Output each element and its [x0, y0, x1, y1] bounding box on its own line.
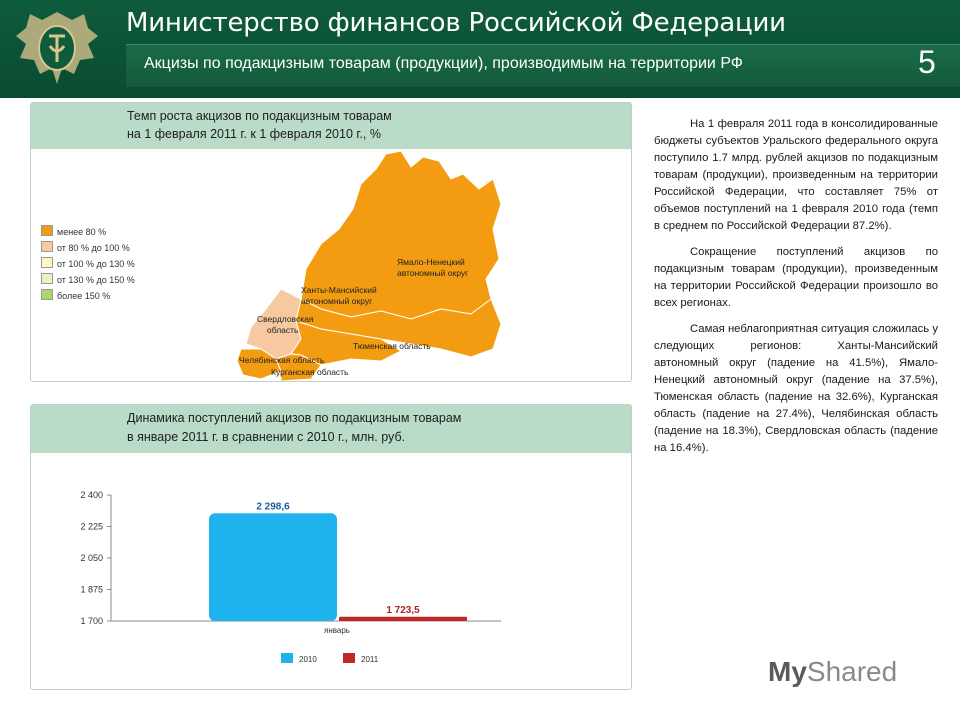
- legend-item: [41, 257, 135, 269]
- page-number: 5: [918, 44, 936, 80]
- legend-swatch: [41, 289, 53, 300]
- ministry-emblem-icon: [12, 6, 102, 92]
- region-label: Тюменская область: [353, 341, 431, 351]
- region-label: Ямало-Ненецкий: [397, 257, 465, 267]
- subtitle-bar: [126, 44, 960, 87]
- paragraph: На 1 февраля 2011 года в консолидированные бюджеты субъектов Уральского федерального округа поступило 1.7 млрд. рублей акцизов по подакцизным товарам (продукции), произведенным на территории Российской Федерации, что составляет 75% от объемов поступлений на 1 февраля 2010 года (темп в среднем по Российской Федерации 87.2%).: [654, 118, 938, 232]
- region-label: Курганская область: [271, 367, 349, 377]
- legend-label: 2011: [361, 655, 379, 664]
- chart-panel: [30, 404, 632, 690]
- myshared-logo: MyShared: [768, 656, 898, 687]
- legend-item: [41, 273, 135, 285]
- map-panel-header: [31, 103, 631, 149]
- map-title-line2: на 1 февраля 2011 г. к 1 февраля 2010 г., %: [127, 127, 381, 141]
- chart-title-line2: в январе 2011 г. в сравнении с 2010 г., млн. руб.: [127, 430, 406, 444]
- y-tick-label: 2 050: [80, 553, 103, 563]
- slide-subtitle: Акцизы по подакцизным товарам (продукции), производимым на территории РФ: [144, 55, 743, 72]
- legend-item: [41, 241, 130, 253]
- legend-item: [41, 289, 110, 301]
- legend-swatch: [343, 653, 355, 663]
- y-tick-label: 1 875: [80, 584, 103, 595]
- x-category-label: январь: [324, 626, 350, 635]
- ministry-title: Министерство финансов Российской Федерации: [126, 8, 786, 38]
- chart-panel-header: [31, 405, 631, 453]
- slide-header: [0, 0, 960, 98]
- legend-swatch: [41, 257, 53, 268]
- region-label: автономный округ: [301, 296, 373, 306]
- legend-label: более 150 %: [57, 291, 111, 301]
- map-panel: [30, 102, 632, 382]
- bar-2010: [209, 513, 337, 621]
- data-label: 1 723,5: [386, 604, 420, 616]
- region-label: автономный округ: [397, 268, 469, 278]
- legend-swatch: [41, 241, 53, 252]
- legend-item: [41, 225, 106, 237]
- legend-swatch: [41, 225, 53, 236]
- region-label: область: [267, 325, 299, 335]
- y-tick-label: 2 225: [80, 521, 103, 532]
- y-tick-label: 1 700: [80, 616, 103, 626]
- paragraph: Сокращение поступлений акцизов по подакцизным товарам (продукции), произведенным на территории Российской Федерации произошло во всех регионах.: [654, 246, 938, 309]
- region-label: Свердловская: [257, 314, 314, 324]
- y-tick-label: 2 400: [80, 490, 103, 500]
- legend-label: от 100 % до 130 %: [57, 259, 135, 269]
- region-label: Челябинская область: [239, 355, 325, 365]
- chart-title-line1: Динамика поступлений акцизов по подакцизным товарам: [127, 411, 462, 425]
- paragraph: Самая неблагоприятная ситуация сложилась у следующих регионов: Ханты-Мансийский автономный округ (падение на 41.5%), Ямало-Ненецкий автономный округ (падение на 37.5%), Тюменская область (падение на 32.6%), Курганская область (падение на 27.4%), Челябинская область (падение на 18.3%), Свердловская область (падение на 16.4%).: [654, 323, 938, 454]
- legend-swatch: [281, 653, 293, 663]
- region-label: Ханты-Мансийский: [301, 285, 377, 295]
- legend-label: от 130 % до 150 %: [57, 275, 135, 285]
- legend-label: от 80 % до 100 %: [57, 243, 130, 253]
- map-title-line1: Темп роста акцизов по подакцизным товарам: [127, 109, 392, 123]
- legend-swatch: [41, 273, 53, 284]
- region-map: [201, 149, 541, 381]
- bar-2011: [339, 617, 467, 621]
- legend-label: менее 80 %: [57, 227, 107, 237]
- commentary-text: [654, 116, 938, 466]
- bar-chart: [31, 469, 631, 685]
- data-label: 2 298,6: [256, 501, 290, 513]
- legend-label: 2010: [299, 655, 317, 664]
